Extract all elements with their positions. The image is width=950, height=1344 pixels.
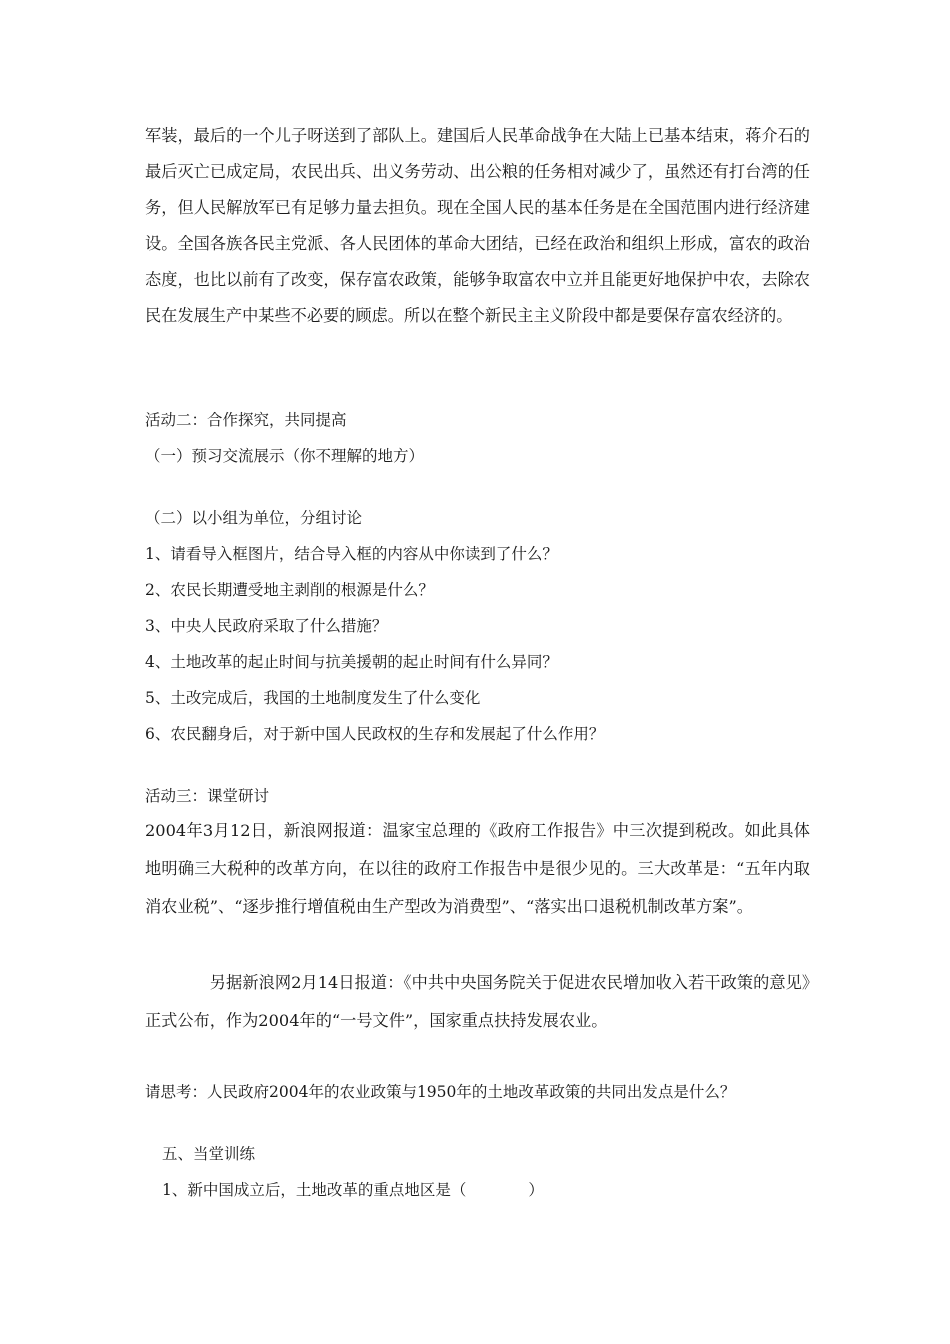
question-item: 2、农民长期遭受地主剥削的根源是什么？	[145, 581, 434, 599]
activity2-title: 活动二：合作探究，共同提高	[145, 411, 347, 429]
activity3-paragraph-2: 另据新浪网2月14日报道：《中共中央国务院关于促进农民增加收入若干政策的意见》正式公布，作为2004年的“一号文件”，国家重点扶持发展农业。	[145, 973, 810, 1030]
activity2-sub1: （一）预习交流展示（你不理解的地方）	[145, 447, 425, 465]
question-item: 6、农民翻身后，对于新中国人民政权的生存和发展起了什么作用？	[145, 725, 605, 743]
intro-paragraph: 军装，最后的一个儿子呀送到了部队上。建国后人民革命战争在大陆上已基本结束，蒋介石的最后灭亡已成定局，农民出兵、出义务劳动、出公粮的任务相对减少了，虽然还有打台湾的任务，但人民解放军已有足够力量去担负。现在全国人民的基本任务是在全国范围内进行经济建设。全国各族各民主党派、各人民团体的革命大团结，已经在政治和组织上形成，富农的政治态度，也比以前有了改变，保存富农政策，能够争取富农中立并且能更好地保护中农，去除农民在发展生产中某些不必要的顾虑。所以在整个新民主主义阶段中都是要保存富农经济的。	[145, 126, 810, 325]
question-item: 1、请看导入框图片，结合导入框的内容从中你读到了什么？	[145, 545, 558, 563]
question-item: 3、中央人民政府采取了什么措施？	[145, 617, 388, 635]
question-item: 5、土改完成后，我国的土地制度发生了什么变化	[145, 689, 481, 707]
activity2-sub2: （二）以小组为单位，分组讨论	[145, 509, 363, 527]
section5-question-1: 1、新中国成立后，土地改革的重点地区是（ ）	[162, 1181, 544, 1199]
activity3-title: 活动三：课堂研讨	[145, 787, 270, 805]
activity3-paragraph-1: 2004年3月12日，新浪网报道：温家宝总理的《政府工作报告》中三次提到税改。如此具体地明确三大税种的改革方向，在以往的政府工作报告中是很少见的。三大改革是：“五年内取消农业税”、“逐步推行增值税由生产型改为消费型”、“落实出口退税机制改革方案”。	[145, 821, 810, 916]
question-item: 4、土地改革的起止时间与抗美援朝的起止时间有什么异同？	[145, 653, 558, 671]
section5-title: 五、当堂训练	[162, 1145, 256, 1163]
activity3-question: 请思考：人民政府2004年的农业政策与1950年的土地改革政策的共同出发点是什么？	[145, 1083, 736, 1101]
